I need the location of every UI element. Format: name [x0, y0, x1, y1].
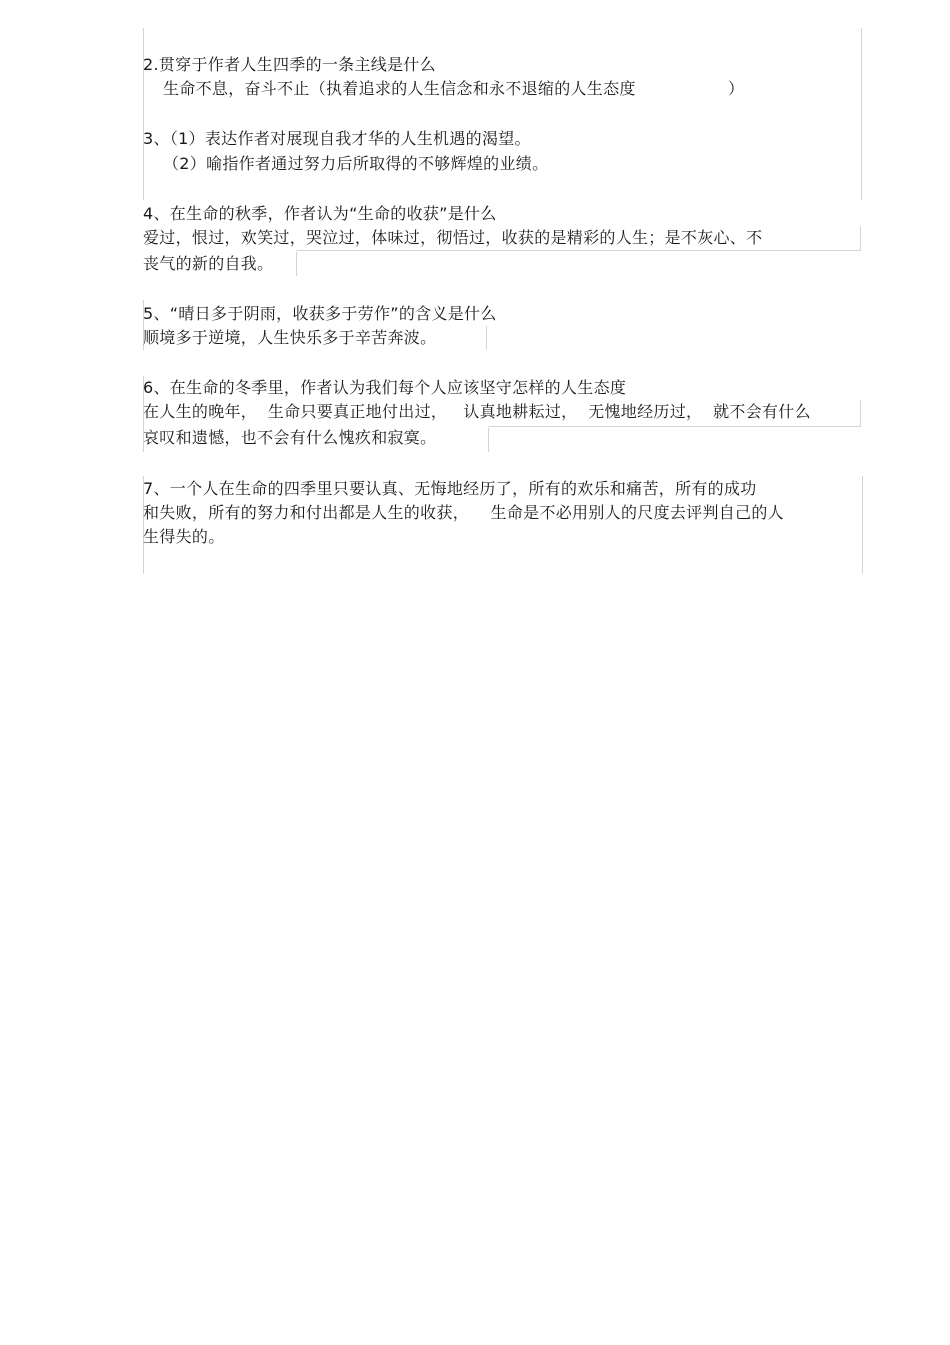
table-rule-right-4: [862, 476, 863, 574]
q4-question: 4、在生命的秋季，作者认为“生命的收获”是什么: [143, 204, 497, 223]
q4-answer-line-2: 丧气的新的自我。: [143, 254, 274, 273]
q5-answer: 顺境多于逆境，人生快乐多于辛苦奔波。: [143, 328, 437, 347]
q7-line-2: 和失败，所有的努力和付出都是人生的收获， 生命是不必用别人的尺度去评判自己的人: [143, 503, 784, 522]
table-rule-h-2: [488, 426, 861, 427]
q5-question: 5、“晴日多于阴雨，收获多于劳作”的含义是什么: [143, 304, 497, 323]
table-rule-mid-1: [296, 252, 297, 276]
table-rule-right-1: [861, 28, 862, 200]
q6-answer-line-1: 在人生的晚年， 生命只要真正地付出过， 认真地耕耘过， 无愧地经历过， 就不会有什么: [143, 402, 811, 421]
q3-line-2: （2）喻指作者通过努力后所取得的不够辉煌的业绩。: [163, 154, 549, 173]
q6-answer-line-2: 哀叹和遗憾，也不会有什么愧疚和寂寞。: [143, 428, 437, 447]
table-rule-mid-3: [488, 428, 489, 452]
q2-answer-close: ）: [728, 79, 745, 98]
table-rule-mid-2: [486, 326, 487, 350]
q7-line-3: 生得失的。: [143, 527, 225, 546]
q3-line-1: 3、（1）表达作者对展现自我才华的人生机遇的渴望。: [143, 129, 531, 148]
q7-line-1: 7、一个人在生命的四季里只要认真、无悔地经历了，所有的欢乐和痛苦，所有的成功: [143, 479, 757, 498]
q6-question: 6、在生命的冬季里，作者认为我们每个人应该坚守怎样的人生态度: [143, 378, 627, 397]
table-rule-right-2: [860, 226, 861, 250]
q2-question: 2.贯穿于作者人生四季的一条主线是什么: [143, 55, 436, 74]
table-rule-h-1: [296, 250, 861, 251]
q2-answer: 生命不息，奋斗不止（执着追求的人生信念和永不退缩的人生态度: [163, 79, 636, 98]
q4-answer-line-1: 爱过，恨过，欢笑过，哭泣过，体味过，彻悟过，收获的是精彩的人生；是不灰心、不: [143, 228, 763, 247]
table-rule-right-3: [860, 400, 861, 426]
